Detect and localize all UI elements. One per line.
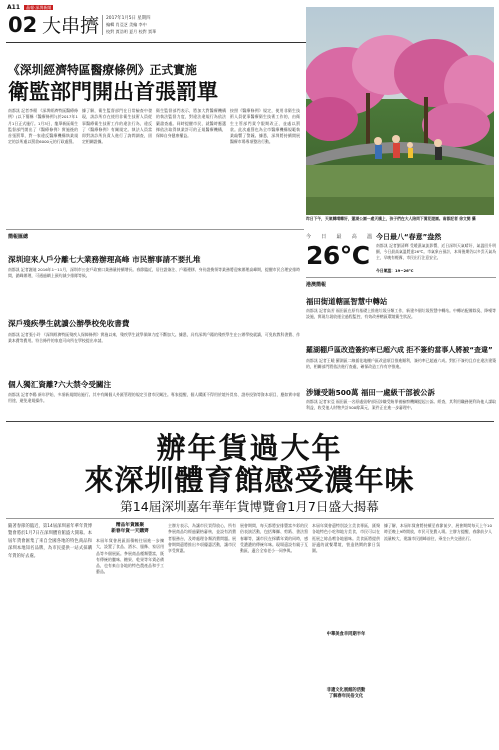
left-brief-title-2: 深戶殘疾學生就讀公辦學校免收書費 [8, 319, 130, 328]
right-brief-title-1: 福田街道轄區智慧中轉站 [306, 297, 388, 306]
top-story-col-4: 按照《醫療條例》規定，使用非衛生技術人員從事醫療衛生技術工作的，由衛生主管部門責令限期改正，並處以罰款。此次處罰也為全市醫療機構規範執業敲響了警鐘。據悉，深圳將持續開展醫療市場專項整治行動。 [230, 108, 300, 145]
bottom-col-b: 主辦方表示，為讓市民買得放心，所有參展商品均經過嚴格審核，並設有消費者服務台，及時處理各類消費問題。展會期間還將推出多項優惠活動，讓市民享受實惠。 [168, 523, 236, 554]
briefs-rule [6, 421, 494, 422]
left-brief-title-1: 深圳迎來人戶分離七大業務辦理高峰 市民辦事請不要扎堆 [8, 255, 201, 264]
weather-forecast: 今日氣溫：19~26°C [376, 268, 414, 273]
bottom-col-a: 本屆年貨會展區面積較往屆進一步擴大，設置了食品、酒水、服飾、家居用品等多個展區。參展商品種類豐富，既有傳統的臘味、糖果、乾果等年貨必備品，也有來自各地的特色農產品和手工藝品。 [96, 538, 164, 575]
weather-temp: 26°C [306, 241, 370, 270]
page-number: 02 [8, 13, 38, 37]
weather-label-4: 高 [351, 234, 357, 240]
left-brief-body-1: 南都訊 記者謝迪 2016年1~11月，深圳市公安戶政窗口業務量持續增長。春節臨近，居住證簽注、戶籍遷移、身份證換領等業務將迎來辦理高峰期，提醒市民合理安排時間，錯峰辦理，可通過網上預約減少排隊等候。 [8, 267, 300, 279]
page-code: A11 晶報·深圳新聞 [7, 4, 52, 11]
editors: 編輯 肖亞芝 美編 李中 [106, 22, 147, 27]
masthead-divider [102, 15, 103, 35]
top-story-col-3: 衛生監督部門表示，將加大對醫療機構的執法監督力度，對違法違規行為依法嚴肅查處。同時提醒市民，就醫時應選擇依法取得執業許可的正規醫療機構，保障自身健康權益。 [156, 108, 226, 139]
box-title-1: 精品年貨匯聚 新春年貨一天購齊 [111, 523, 149, 535]
top-headline: 衛監部門開出首張罰單 [8, 79, 218, 104]
brand-label: 晶報·深圳新聞 [26, 5, 52, 10]
issue-date: 2017年1月5日 星期四 [106, 16, 151, 21]
left-briefs-label: 簡報匯總 [8, 234, 29, 240]
bottom-col-d: 本屆年貨會還特別設立美食專區，匯聚各地特色小吃和地方美食，市民可以在逛展之餘品嚐各地風味。美食區將提供舒適的就餐環境，營造熱鬧的節日氛圍。 [312, 523, 380, 554]
weather-label-3: 最 [336, 234, 342, 240]
photo-caption: 昨日下午，天氣轉晴轉好，蓮湖公園一處天橋上，孩子們在大人陪同下賞花遊園。南都記者 徐文閱 攝 [306, 216, 476, 221]
bottom-col-c: 展會期間，每天都將安排豐富多彩的民俗表演活動，包括舞獅、剪紙、書法寫春聯等，讓市民在採購年貨的同時，感受濃濃的傳統年味。現場還設有親子互動區，適合全家老小一同參與。 [240, 523, 308, 554]
weather-rule [306, 277, 496, 278]
spring-park-photo [306, 7, 494, 215]
weather-label-2: 日 [321, 234, 327, 240]
box-title-3: 非遺文化展館的活動 了解春年民俗文化 [326, 688, 366, 699]
right-briefs-label: 港澳簡報 [306, 282, 327, 288]
left-brief-body-3: 南都訊 記者李陽 新年伊始，多項新規開始施行。其中有關個人外匯管理的規定引發市民關注。專家提醒，個人購匯不得用於境外買房、證券投資等資本項目，應如實申報用途，避免違規操作。 [8, 392, 300, 404]
bottom-headline-2: 來深圳體育館感受濃年味 [84, 463, 415, 497]
section-title: 大串擠 [42, 15, 100, 37]
right-brief-body-2: 南都訊 記者王曉 羅湖區二線插花地棚戶區改造項目推進順利，簽約率已超過六成。對拒不簽約且存在違法建築的，相關部門將依法進行查處，確保改造工作有序推進。 [306, 358, 496, 370]
right-brief-body-3: 南都訊 記者宋亞 福田區一名原處級幹部因涉嫌受賄罪被檢察機關提起公訴。經查，其利用職務便利為他人謀取利益，收受他人財物共計500餘萬元，案件正在進一步審理中。 [306, 399, 496, 411]
right-brief-body-1: 南都訊 記者高芳 福田區在原有基礎上推進垃圾分類工作，新建多個垃圾智慧中轉站。中轉站配備除臭、降噪等設施，實現垃圾收運全過程監控，有效改善轄區環境衛生狀況。 [306, 308, 496, 320]
bottom-intro: 隨著春節的臨近，第14屆深圳嘉年華年貨博覽會將於1月7日在深圳體育館盛大開幕。本屆年貨會匯集了來自全國各地的特色商品和深圳本地知名品牌，為市民提供一站式採購年貨的好去處。 [8, 524, 92, 559]
weather-label-1: 今 [306, 234, 312, 240]
box-title-2: 中華美食羊同期半年 [326, 632, 366, 637]
weather-label-5: 溫 [366, 234, 372, 240]
bottom-col-e: 據了解，本屆年貨會將持續至春節前夕，展會期間每天上午10時至晚上9時開放，市民可免費入場。主辦方提醒，春節前夕人流量較大，建議市民錯峰前往，乘坐公共交通出行。 [384, 523, 492, 541]
weather-box [306, 231, 496, 276]
top-story-col-2: 據了解，衛生監督部門在日常檢查中發現，該診所存在使用非衛生技術人員從事醫療衛生技術工作的違法行為，違反了《醫療條例》有關規定。執法人員當即對該診所負責人進行了詢問調查，固定相關證據。 [82, 108, 152, 145]
top-kicker: 《深圳經濟特區醫療條例》正式實施 [8, 63, 197, 77]
top-story-col-1: 南都訊 記者李楊 《深圳經濟特區醫療條例》(以下簡稱《醫療條例》)於2017年1月1日正式施行。1月3日，龍華新區衛生監督部門開出了《醫療條例》實施後的首張罰單，對一家違反醫療機構執業規定的診所處以罰款6000元的行政處罰。 [8, 108, 78, 145]
left-brief-title-3: 個人獨汇資離?六大禁令受關注 [8, 380, 112, 389]
weather-title: 今日最八“春意”盎然 [376, 233, 442, 241]
weather-body: 南都訊 記者劉清輝 受暖濕氣流影響，近日深圳天氣晴好，氣溫回升明顯，今日最高氣溫將達26℃。市氣象台預計，本周後期仍以多雲天氣為主，早晚有輕霧，市民出行注意安全。 [376, 243, 496, 260]
bottom-headline-1: 辦年貨過大年 [156, 431, 343, 465]
right-brief-title-2: 羅湖棚戶區改造簽約率已超六成 拒不簽約當事人將被“查違” [306, 346, 493, 354]
top-photo [306, 7, 494, 215]
top-story-rule [6, 229, 304, 230]
left-brief-body-2: 南都訊 記者張小玲 《深圳經濟特區殘疾人保障條例》實施以來，殘疾學生就學保障力度不斷加大。據悉，具有深圳戶籍的殘疾學生在公辦學校就讀，可免收教科書費、作業本費等費用。符合條件的家庭可向所在學校提出申請。 [8, 332, 300, 344]
bottom-subhead: 第14屆深圳嘉年華年貨博覽會1月7日盛大揭幕 [120, 499, 379, 514]
weather-labels [306, 233, 372, 240]
right-brief-title-3: 涉嫌受賄500萬 福田一處級干部被公訴 [306, 388, 435, 397]
bottom-rule [6, 518, 494, 519]
editors-2: 校對 賈浩明 夏月 校對 賈華 [106, 29, 157, 34]
